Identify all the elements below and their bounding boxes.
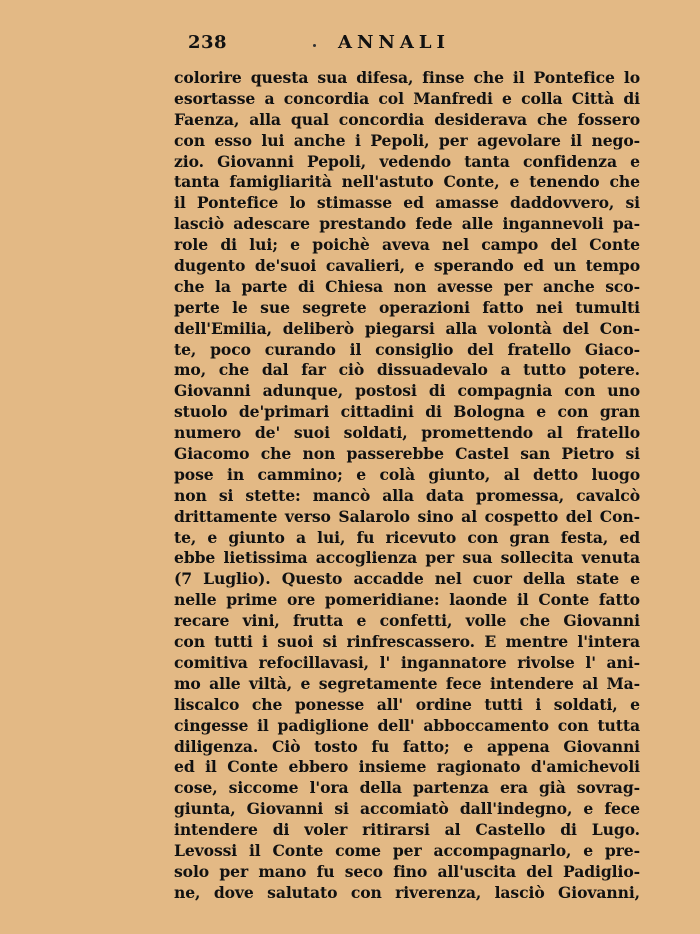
text-line: mo alle viltà, e segretamente fece intendere al Ma- [174, 673, 640, 693]
body-text [174, 68, 640, 904]
text-line: stuolo de'primari cittadini di Bologna e con gran [174, 402, 640, 422]
text-line: cingesse il padiglione dell' abboccamento con tutta [174, 715, 640, 735]
text-line: colorire questa sua difesa, finse che il Pontefice lo [174, 68, 640, 87]
text-line: con tutti i suoi si rinfrescassero. E mentre l'intera [174, 632, 640, 652]
text-line: role di lui; e poichè aveva nel campo del Conte [174, 235, 640, 255]
text-line: nelle prime ore pomeridiane: laonde il Conte fatto [174, 590, 640, 610]
text-line: esortasse a concordia col Manfredi e colla Città di [174, 88, 640, 108]
text-line: numero de' suoi soldati, promettendo al fratello [174, 423, 640, 443]
page-number: 238 [188, 32, 228, 53]
text-line: te, e giunto a lui, fu ricevuto con gran festa, ed [174, 527, 640, 547]
text-line: solo per mano fu seco fino all'uscita del Padiglio- [174, 861, 640, 881]
text-line: te, poco curando il consiglio del fratello Giaco- [174, 339, 640, 359]
text-line: comitiva refocillavasi, l' ingannatore rivolse l' ani- [174, 652, 640, 672]
text-line: (7 Luglio). Questo accadde nel cuor della state e [174, 569, 640, 589]
text-line: liscalco che ponesse all' ordine tutti i soldati, e [174, 694, 640, 714]
text-line: giunta, Giovanni si accomiatò dall'indegno, e fece [174, 799, 640, 819]
page-header [0, 32, 700, 62]
text-line: mo, che dal far ciò dissuadevalo a tutto potere. [174, 360, 640, 380]
text-line: cose, siccome l'ora della partenza era già sovrag- [174, 778, 640, 798]
text-line: perte le sue segrete operazioni fatto nei tumulti [174, 297, 640, 317]
text-line: Giacomo che non passerebbe Castel san Pietro si [174, 444, 640, 464]
running-head: ANNALI [338, 32, 450, 53]
text-line: intendere di voler ritirarsi al Castello di Lugo. [174, 820, 640, 840]
text-line: drittamente verso Salarolo sino al cospetto del Con- [174, 506, 640, 526]
text-line: ed il Conte ebbero insieme ragionato d'amichevoli [174, 757, 640, 777]
text-line: ne, dove salutato con riverenza, lasciò Giovanni, [174, 882, 640, 902]
text-line: diligenza. Ciò tosto fu fatto; e appena Giovanni [174, 736, 640, 756]
text-line: il Pontefice lo stimasse ed amasse daddovvero, si [174, 193, 640, 213]
text-line: lasciò adescare prestando fede alle ingannevoli pa- [174, 214, 640, 234]
text-line: Giovanni adunque, postosi di compagnia con uno [174, 381, 640, 401]
text-line: non si stette: mancò alla data promessa, cavalcò [174, 485, 640, 505]
text-line: ebbe lietissima accoglienza per sua sollecita venuta [174, 548, 640, 568]
text-line: zio. Giovanni Pepoli, vedendo tanta confidenza e [174, 151, 640, 171]
text-line: Levossi il Conte come per accompagnarlo, e pre- [174, 840, 640, 860]
text-line: tanta famigliarità nell'astuto Conte, e tenendo che [174, 172, 640, 192]
text-line: recare vini, frutta e confetti, volle che Giovanni [174, 611, 640, 631]
text-line: Faenza, alla qual concordia desiderava che fossero [174, 109, 640, 129]
text-line: dell'Emilia, deliberò piegarsi alla volontà del Con- [174, 318, 640, 338]
header-dot [313, 44, 316, 47]
text-line: pose in cammino; e colà giunto, al detto luogo [174, 464, 640, 484]
text-line: che la parte di Chiesa non avesse per anche sco- [174, 276, 640, 296]
text-line: con esso lui anche i Pepoli, per agevolare il nego- [174, 130, 640, 150]
text-line: dugento de'suoi cavalieri, e sperando ed un tempo [174, 256, 640, 276]
